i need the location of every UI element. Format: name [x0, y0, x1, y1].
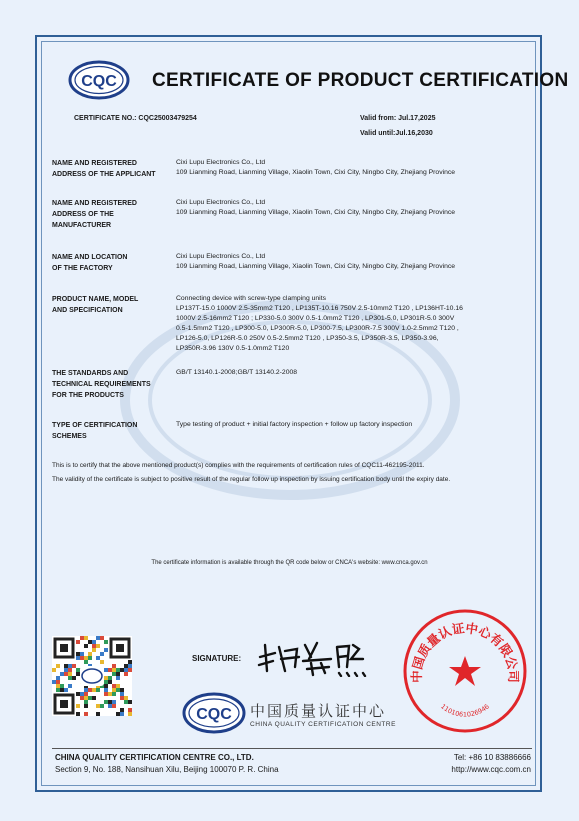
qr-cell	[124, 668, 128, 672]
org-name-english: CHINA QUALITY CERTIFICATION CENTRE	[250, 721, 396, 728]
qr-cell	[128, 712, 132, 716]
scheme-label: TYPE OF CERTIFICATION SCHEMES	[52, 422, 138, 440]
valid-until: Valid until:Jul.16,2030	[360, 130, 433, 137]
qr-cell	[96, 644, 100, 648]
qr-cell	[116, 676, 120, 680]
qr-cell	[76, 656, 80, 660]
qr-cell	[80, 696, 84, 700]
qr-cell	[84, 700, 88, 704]
signature-label: SIGNATURE:	[192, 654, 242, 663]
qr-cell	[88, 696, 92, 700]
qr-cell	[68, 668, 72, 672]
qr-cell	[76, 704, 80, 708]
qr-cell	[116, 684, 120, 688]
qr-cell	[92, 644, 96, 648]
qr-cell	[84, 712, 88, 716]
qr-cell	[52, 668, 56, 672]
qr-cell	[80, 692, 84, 696]
qr-cell	[76, 672, 80, 676]
qr-cell	[108, 676, 112, 680]
qr-cell	[60, 684, 64, 688]
qr-cell	[128, 660, 132, 664]
qr-cell	[108, 700, 112, 704]
footer-org: CHINA QUALITY CERTIFICATION CENTRE CO., LTD.	[55, 753, 254, 762]
applicant-value: Cixi Lupu Electronics Co., Ltd 109 Lianming Road, Lianming Village, Xiaolin Town, Cixi City, Ningbo City, Zhejiang Province	[176, 159, 456, 176]
cqc-logo-footer	[182, 692, 246, 734]
qr-cell	[104, 648, 108, 652]
signature-image	[255, 637, 370, 677]
qr-cell	[68, 672, 72, 676]
qr-cell	[100, 704, 104, 708]
qr-cell	[100, 652, 104, 656]
qr-cell	[128, 700, 132, 704]
qr-cell	[104, 676, 108, 680]
qr-cell	[88, 656, 92, 660]
qr-cell	[124, 700, 128, 704]
qr-cell	[88, 640, 92, 644]
qr-cell	[96, 704, 100, 708]
qr-cell	[116, 668, 120, 672]
qr-cell	[52, 680, 56, 684]
valid-from: Valid from: Jul.17,2025	[360, 115, 436, 122]
qr-cell	[60, 672, 64, 676]
qr-cell	[76, 668, 80, 672]
qr-cell	[104, 640, 108, 644]
qr-cell	[56, 688, 60, 692]
qr-cell	[112, 704, 116, 708]
cqc-logo	[68, 60, 130, 100]
qr-cell	[104, 688, 108, 692]
qr-cell	[116, 688, 120, 692]
qr-cell	[92, 688, 96, 692]
qr-cell	[112, 688, 116, 692]
footer-divider	[52, 748, 532, 749]
qr-cell	[56, 676, 60, 680]
qr-cell	[120, 708, 124, 712]
qr-cell	[112, 672, 116, 676]
qr-cell	[84, 692, 88, 696]
qr-cell	[80, 656, 84, 660]
certificate-number: CERTIFICATE NO.: CQC25003479254	[74, 115, 197, 122]
qr-cell	[64, 688, 68, 692]
qr-cell	[92, 696, 96, 700]
qr-cell	[100, 660, 104, 664]
qr-cell	[56, 664, 60, 668]
qr-cell	[72, 676, 76, 680]
footer-address: Section 9, No. 188, Nansihuan Xilu, Beijing 100070 P. R. China	[55, 765, 279, 774]
qr-cell	[68, 676, 72, 680]
qr-cell	[116, 712, 120, 716]
footer-tel: Tel: +86 10 83886666	[453, 753, 531, 762]
qr-cell	[108, 668, 112, 672]
qr-cell	[108, 692, 112, 696]
qr-cell	[128, 668, 132, 672]
qr-cell	[124, 696, 128, 700]
manufacturer-value: Cixi Lupu Electronics Co., Ltd 109 Lianming Road, Lianming Village, Xiaolin Town, Cixi City, Ningbo City, Zhejiang Province	[176, 199, 456, 216]
svg-text:1101061026946: 1101061026946	[439, 702, 491, 719]
qr-cell	[84, 688, 88, 692]
standards-label: THE STANDARDS AND TECHNICAL REQUIREMENTS FOR THE PRODUCTS	[52, 370, 151, 399]
qr-cell	[60, 688, 64, 692]
qr-cell	[128, 708, 132, 712]
factory-value: Cixi Lupu Electronics Co., Ltd 109 Lianming Road, Lianming Village, Xiaolin Town, Cixi City, Ningbo City, Zhejiang Province	[176, 253, 456, 270]
qr-cell	[104, 680, 108, 684]
scheme-value: Type testing of product + initial factory inspection + follow up factory inspection	[176, 421, 413, 428]
qr-cell	[96, 636, 100, 640]
manufacturer-label: NAME AND REGISTERED ADDRESS OF THE MANUFACTURER	[52, 200, 137, 229]
qr-cell	[120, 668, 124, 672]
qr-code[interactable]	[52, 636, 132, 716]
qr-cell	[72, 664, 76, 668]
org-name-chinese: 中国质量认证中心	[250, 703, 387, 720]
info-line: The certificate information is available through the QR code below or CNCA's website: www.cnca.gov.cn	[151, 560, 428, 566]
qr-cell	[120, 688, 124, 692]
qr-cell	[84, 636, 88, 640]
qr-cell	[112, 692, 116, 696]
qr-cell	[104, 700, 108, 704]
qr-cell	[112, 700, 116, 704]
footer-website[interactable]: http://www.cqc.com.cn	[451, 765, 531, 774]
qr-cell	[92, 640, 96, 644]
qr-cell	[104, 692, 108, 696]
qr-cell	[120, 692, 124, 696]
qr-cell	[56, 684, 60, 688]
qr-cell	[76, 652, 80, 656]
qr-cell	[108, 680, 112, 684]
qr-cell	[100, 636, 104, 640]
qr-cell	[84, 696, 88, 700]
qr-cell	[124, 672, 128, 676]
qr-cell	[108, 704, 112, 708]
svg-text:中国质量认证中心有限公司: 中国质量认证中心有限公司	[408, 620, 522, 683]
qr-cell	[88, 688, 92, 692]
qr-cell	[96, 712, 100, 716]
product-value: Connecting device with screw-type clamping units LP137T-15.0 1000V 2.5-35mm2 T120 , LP135T-10.16 750V 2.5-10mm2 T120 , LP136HT-10.16 1000V 2.5-16mm2 T120 ; LP330-5.0 300V 0.5-1.0mm2 T120 , LP301-5.0, LP301R-5.0 300V 0.5-1.5mm2 T120 , LP300-5.0, LP300R-5.0, LP300-7.5, LP300R-7.5 300V 1.0-2.5mm2 T120 , LP126-5.0, LP126R-5.0 250V 0.5-2.5mm2 T120 , LP350-3.5, LP350R-3.5, LP350-3.96, LP350R-3.96 130V 0.5-1.0mm2 T120	[176, 295, 463, 352]
qr-cell	[120, 696, 124, 700]
qr-cell	[80, 636, 84, 640]
qr-cell	[104, 668, 108, 672]
qr-cell	[96, 688, 100, 692]
qr-cell	[64, 664, 68, 668]
qr-cell	[112, 684, 116, 688]
qr-cell	[76, 712, 80, 716]
qr-cell	[112, 668, 116, 672]
qr-cell	[116, 672, 120, 676]
qr-cell	[104, 684, 108, 688]
qr-cell	[128, 664, 132, 668]
qr-cell	[88, 652, 92, 656]
applicant-label: NAME AND REGISTERED ADDRESS OF THE APPLICANT	[52, 160, 156, 178]
svg-text:CQC: CQC	[81, 73, 117, 90]
certificate-title: CERTIFICATE OF PRODUCT CERTIFICATION	[152, 70, 569, 91]
statement-compliance: This is to certify that the above mentioned product(s) complies with the requirements of certification rules of CQC11-462195-2011.	[52, 462, 425, 469]
standards-value: GB/T 13140.1-2008;GB/T 13140.2-2008	[176, 369, 298, 376]
qr-cell	[84, 704, 88, 708]
svg-text:CQC: CQC	[196, 706, 232, 723]
qr-cell	[76, 692, 80, 696]
qr-cell	[68, 684, 72, 688]
qr-cell	[92, 648, 96, 652]
qr-cell	[56, 680, 60, 684]
qr-cell	[120, 712, 124, 716]
official-red-stamp	[400, 606, 530, 736]
qr-cell	[80, 652, 84, 656]
qr-cell	[68, 664, 72, 668]
qr-cell	[84, 644, 88, 648]
qr-cell	[96, 656, 100, 660]
qr-cell	[64, 672, 68, 676]
stamp-star-icon	[449, 656, 481, 686]
product-label: PRODUCT NAME, MODEL AND SPECIFICATION	[52, 296, 139, 314]
qr-cell	[64, 668, 68, 672]
qr-cell	[84, 660, 88, 664]
factory-label: NAME AND LOCATION OF THE FACTORY	[52, 254, 128, 272]
qr-cell	[76, 640, 80, 644]
qr-cell	[112, 664, 116, 668]
qr-cell	[84, 656, 88, 660]
statement-validity: The validity of the certificate is subject to positive result of the regular follow up inspection by issuing certification body until the expiry date.	[52, 476, 451, 483]
qr-cell	[124, 664, 128, 668]
